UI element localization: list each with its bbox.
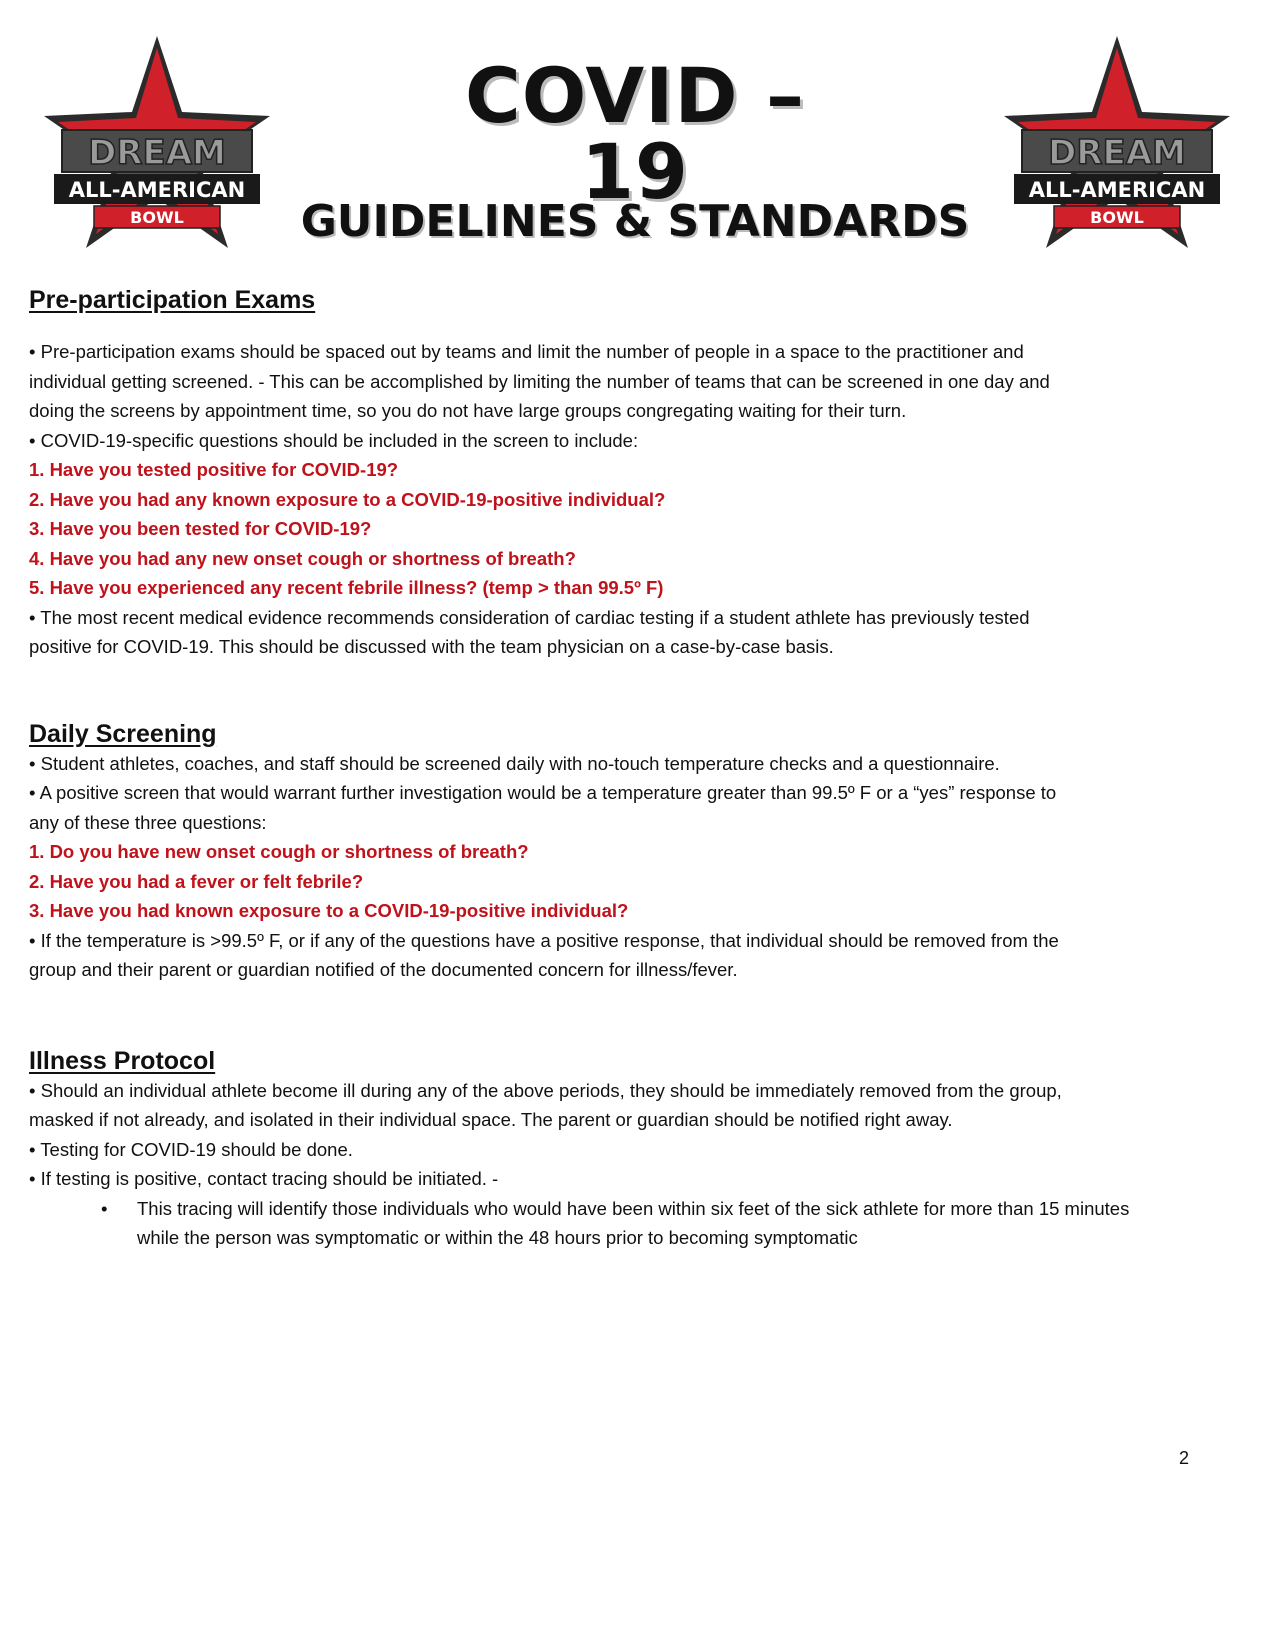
paragraph-line: • Pre-participation exams should be spaced out by teams and limit the number of people in a space to the practitioner and (29, 341, 1024, 362)
paragraph-line: • The most recent medical evidence recommends consideration of cardiac testing if a student athlete has previously tested (29, 606, 1030, 628)
paragraph-line: • If the temperature is >99.5º F, or if any of the questions have a positive response, that individual should be removed from the (29, 929, 1059, 951)
document-body (29, 286, 1229, 1253)
screening-question: 1. Have you tested positive for COVID-19? (29, 459, 399, 480)
paragraph-line: • Should an individual athlete become ill during any of the above periods, they should be immediately removed from the group, (29, 1079, 1062, 1101)
logo-left (32, 34, 282, 254)
section-heading: Pre-participation Exams (29, 286, 316, 314)
dream-all-american-bowl-logo (992, 34, 1242, 254)
paragraph-line: group and their parent or guardian notified of the documented concern for illness/fever. (29, 959, 738, 980)
screening-question: 2. Have you had a fever or felt febrile? (29, 870, 364, 892)
screening-question: 2. Have you had any known exposure to a COVID-19-positive individual? (29, 488, 666, 510)
paragraph-line: individual getting screened. - This can be accomplished by limiting the number of teams that can be screened in one day and (29, 370, 1050, 392)
section-heading: Daily Screening (29, 719, 217, 748)
paragraph-line: doing the screens by appointment time, so you do not have large groups congregating waiting for their turn. (29, 400, 907, 421)
section-heading: Illness Protocol (29, 1046, 216, 1075)
section-daily-screening (29, 720, 1229, 985)
bullet-icon: • (101, 1197, 108, 1219)
sub-bullet-item (29, 1194, 1229, 1253)
logo-text-bowl: BOWL (130, 208, 184, 227)
sub-bullet-text: This tracing will identify those individuals who would have been within six feet of the sick athlete for more than 15 minutes while the person was symptomatic or within the 48 hours prior to becoming symptomatic (137, 1197, 1130, 1248)
page-subtitle: GUIDELINES & STANDARDS (300, 196, 970, 247)
paragraph-line: • COVID-19-specific questions should be included in the screen to include: (29, 429, 639, 451)
section-illness-protocol (29, 1047, 1229, 1253)
dream-all-american-bowl-logo (32, 34, 282, 254)
logo-text-bowl: BOWL (1090, 208, 1144, 227)
paragraph-line: any of these three questions: (29, 811, 267, 833)
paragraph-line: • A positive screen that would warrant further investigation would be a temperature greater than 99.5º F or a “yes” response to (29, 782, 1057, 803)
screening-question: 3. Have you been tested for COVID-19? (29, 518, 372, 539)
screening-question: 4. Have you had any new onset cough or shortness of breath? (29, 547, 576, 569)
logo-text-dream: DREAM (1048, 133, 1186, 173)
page-number: 2 (1178, 1448, 1189, 1468)
logo-text-dream: DREAM (88, 133, 226, 173)
section-spacer (29, 985, 1229, 1047)
logo-text-all-american: ALL-AMERICAN (68, 178, 246, 202)
paragraph-line: masked if not already, and isolated in their individual space. The parent or guardian should be notified right away. (29, 1109, 953, 1130)
paragraph-line: • Student athletes, coaches, and staff should be screened daily with no-touch temperature checks and a questionnaire. (29, 752, 1000, 774)
screening-question: 3. Have you had known exposure to a COVID-19-positive individual? (29, 900, 629, 921)
section-spacer (29, 662, 1229, 720)
paragraph-line: • Testing for COVID-19 should be done. (29, 1138, 353, 1160)
screening-question: 1. Do you have new onset cough or shortness of breath? (29, 841, 529, 862)
paragraph-line: positive for COVID-19. This should be discussed with the team physician on a case-by-case basis. (29, 636, 834, 657)
section-pre-participation-exams (29, 286, 1229, 662)
screening-question: 5. Have you experienced any recent febrile illness? (temp > than 99.5º F) (29, 577, 664, 598)
page-title: COVID – 19 (465, 51, 805, 216)
logo-right (992, 34, 1242, 254)
paragraph-line: • If testing is positive, contact tracing should be initiated. - (29, 1168, 499, 1189)
logo-text-all-american: ALL-AMERICAN (1028, 178, 1206, 202)
